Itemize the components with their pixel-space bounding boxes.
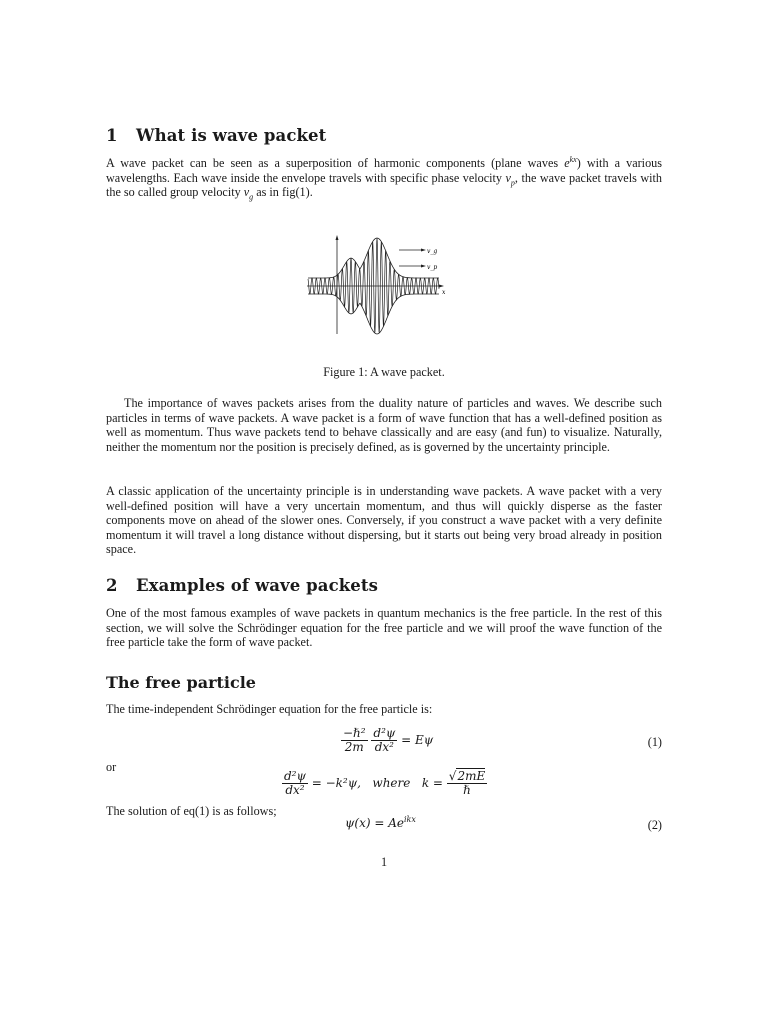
equation-rhs: = −k²ψ, xyxy=(311,776,361,790)
phase-velocity-arrowhead xyxy=(421,265,426,268)
paragraph-examples: One of the most famous examples of wave packets in quantum mechanics is the free particle. In the rest of this section, we will solve the Schrödinger equation for the free particle and we will proof the wave function of the free particle take the form of wave packet. xyxy=(106,606,662,650)
denominator: dx² xyxy=(374,740,394,754)
math-exponent: kx xyxy=(569,154,577,164)
equation-2 xyxy=(345,816,416,830)
carrier-wave xyxy=(308,238,439,333)
group-velocity-arrowhead xyxy=(421,249,426,252)
math-v: v xyxy=(243,185,250,200)
fraction xyxy=(447,770,487,797)
equation-rhs: = Eψ xyxy=(401,733,434,747)
text-run: , the wave packet travels with the so called group velocity xyxy=(106,170,662,200)
wave-packet-figure xyxy=(305,234,447,336)
equation-number-1: (1) xyxy=(647,735,662,749)
equation-k xyxy=(282,770,487,797)
math-e: e xyxy=(564,156,570,170)
y-axis-arrow xyxy=(336,235,339,240)
denominator: ℏ xyxy=(463,783,471,797)
where-word: where xyxy=(372,776,411,790)
fraction xyxy=(282,770,308,797)
section-number: 2 xyxy=(106,576,118,595)
label-vp: v_p xyxy=(427,264,438,271)
fraction xyxy=(371,727,397,754)
envelope-lower xyxy=(308,294,439,334)
subsection-heading: The free particle xyxy=(106,673,256,692)
section-title: Examples of wave packets xyxy=(136,576,378,595)
k-equals: k = xyxy=(421,776,443,790)
equation-number-2: (2) xyxy=(647,818,662,832)
x-axis-arrow xyxy=(439,285,444,288)
numerator: √2mE xyxy=(448,769,486,783)
fraction xyxy=(341,727,368,754)
math-subscript: g xyxy=(249,192,254,202)
text-run: as in fig(1). xyxy=(253,185,313,200)
paragraph-solution: The solution of eq(1) is as follows; xyxy=(106,804,277,818)
numerator: d²ψ xyxy=(284,769,306,783)
denominator: 2m xyxy=(344,740,364,754)
paragraph-intro xyxy=(106,156,662,200)
figure-caption: Figure 1: A wave packet. xyxy=(323,365,445,379)
math-subscript: p xyxy=(510,178,515,188)
label-vg: v_g xyxy=(427,248,438,255)
section-heading-2 xyxy=(106,576,378,595)
label-x: x xyxy=(442,289,446,296)
section-title: What is wave packet xyxy=(136,126,327,145)
text-run: A wave packet can be seen as a superposition of harmonic components (plane waves xyxy=(106,156,565,170)
page-number: 1 xyxy=(380,855,388,869)
paragraph-uncertainty: A classic application of the uncertainty principle is in understanding wave packets. A wave packet with a very well-defined position will have a very uncertain momentum, and thus will quickly disperse as the faster components move on ahead of the slower ones. Conversely, if you construct a wave packet with a very definite momentum it will travel a long distance without dispersing, but it starts out being very broad already in position space. xyxy=(106,484,662,557)
numerator: −ℏ² xyxy=(343,726,366,740)
sqrt-argument: 2mE xyxy=(457,769,486,783)
paragraph-importance: The importance of waves packets arises from the duality nature of particles and waves. We describe such particles in terms of wave packets. A wave packet is a form of wave function that has a well-defined position as well as momentum. Thus wave packets tend to behave classically and are easy (and fun) to visualize. Naturally, neither the momentum nor the position is precisely defined, as is governed by the uncertainty principle. xyxy=(106,396,662,454)
text-run: ) with a various wavelengths. Each wave inside the envelope travels with specific phase velocity xyxy=(106,156,662,185)
denominator: dx² xyxy=(285,783,305,797)
math-v: v xyxy=(505,170,511,185)
or-text: or xyxy=(106,760,117,774)
equation-lhs: ψ(x) = Ae xyxy=(345,816,404,830)
exponent: ikx xyxy=(404,815,416,824)
section-heading-1 xyxy=(106,126,326,145)
numerator: d²ψ xyxy=(373,726,396,740)
section-number: 1 xyxy=(106,126,118,145)
equation-1 xyxy=(341,727,433,754)
paragraph-schrodinger: The time-independent Schrödinger equation for the free particle is: xyxy=(106,702,433,716)
